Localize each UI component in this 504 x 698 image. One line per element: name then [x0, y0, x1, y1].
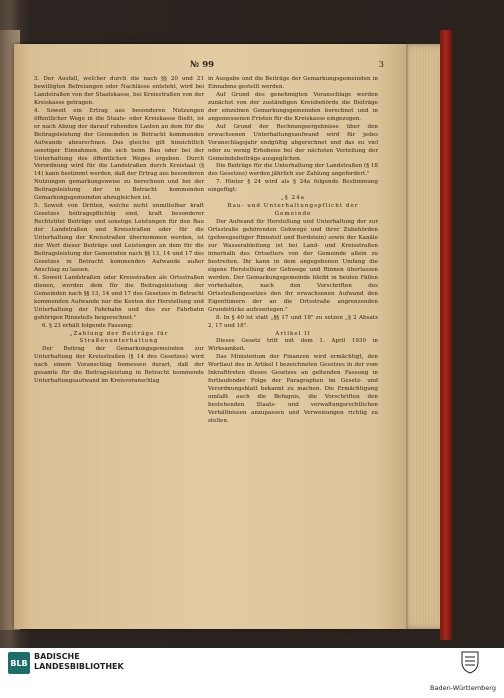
paragraph: Dieses Gesetz tritt mit dem 1. April 1930 in Wirksamkeit.: [208, 338, 378, 353]
paragraph: 6. Soweit Landstraßen oder Kreisstraßen als Ortsstraßen dienen, werden dem für die Beitragsleistung der Gemeinden nach §§ 13, 14 und 17 des Gesetzes in Betracht kommenden Aufwande nur die Kosten der Herstellung und Unterhaltung der Fahrbahn und des zur Fahrbahn gehörigen Rinnsteils beigerechnet.": [34, 274, 204, 321]
library-name-line2: LANDESBIBLIOTHEK: [34, 662, 124, 671]
paragraph: Der Aufwand für Herstellung und Unterhaltung der zur Ortsstraße gehörenden Gehwege und ihrer Zubehörden (gehwegseitiger Rinnsteil und Bordstein) sowie der Kanäle zur Wasserableitung ist bei Land- und Kreisstraßen innerhalb des Ortsetters von der Gemeinde allein zu bestreiten. Ihr kann in dem angegebenen Umfang die eigene Herstellung der Gehwege und Rinnen überlassen werden. Der Gemarkungsgemeinde bleibt in beiden Fällen vorbehalten, nach den Vorschriften des Ortsstraßengesetzes den ihr erwachsenen Aufwand den Eigentümern der an die Ortsstraße angrenzenden Grundstücke aufzuerlegen.": [208, 219, 378, 313]
paragraph: Artikel II: [275, 330, 311, 337]
paragraph: 5. Soweit von Dritten, welche nicht unmittelbar kraft Gesetzes beitragspflichtig sind, kraft besonderer Rechtstitel Beiträge und sonstige Leistungen für den Bau der Landstraßen und Kreisstraßen oder für die Unterhaltung der Kreisstraßen übernommen werden, ist der Wert dieser Beiträge und Leistungen an dem für die Beitragsleistung der Gemeinden nach §§ 13, 14 und 17 des Gesetzes in Betracht kommenden Aufwande außer Anschlag zu lassen.: [34, 203, 204, 273]
document-page: [14, 44, 406, 629]
page-stack-right: [404, 44, 444, 629]
book-cover-edge: [440, 30, 452, 640]
paragraph: 7. Hinter § 24 wird als § 24a folgende Bestimmung eingefügt:: [208, 179, 378, 194]
paragraph: 8. In § 40 ist statt „§§ 17 und 18" zu setzen „§ 2 Absatz 2, 17 und 18".: [208, 314, 378, 329]
state-name: Baden-Württemberg: [430, 684, 496, 692]
issue-number: № 99: [190, 60, 215, 70]
page-number: 3: [378, 60, 384, 69]
left-column: [34, 76, 204, 386]
coat-of-arms-icon: [460, 650, 480, 674]
paragraph: 3. Der Ausfall, welcher durch die nach §§ 20 und 21 bewilligten Befreiungen oder Nachlässe entsteht, wird bei Landstraßen von der Staatskasse, bei Kreisstraßen von der Kreiskasse getragen.: [34, 76, 204, 106]
blb-logo: BLB: [8, 652, 30, 674]
paragraph: Auf Grund der Rechnungsergebnisse über den erwachsenen Unterhaltungsaufwand wird für jedes Voranschlagsjahr endgültig abgerechnet und das zu viel oder zu wenig Erhobene bei der nächsten Verteilung der Gemeindebeiträge ausgeglichen.: [208, 123, 378, 162]
paragraph: 4. Soweit ein Ertrag aus besonderen Nutzungen öffentlicher Wege in die Staats- oder Kreiskasse fließt, ist er nach Abzug der darauf ruhenden Lasten an dem für die Beitragsleistung der Gemeinden in Betracht kommenden Aufwande abzurechnen. Das gleiche gilt hinsichtlich sonstiger Einnahmen, die sich beim Bau oder bei der Unterhaltung des öffentlichen Weges ergeben. Durch Verordnung wird für die Landstraßen durch Kreistaat (§ 14) kann bestimmt werden, daß der Ertrag aus besonderen Nutzungen gemarkungsweise zu berechnen und bei der Beitragsleistung der in Betracht kommenden Gemarkungsgemeinden abzugleichen ist.: [34, 107, 204, 202]
paragraph: Der Beitrag der Gemarkungsgemeinden zur Unterhaltung der Kreisstraßen (§ 14 des Gesetzes) wird nach einem Voranschlag bemessen derart, daß der gesamte für die Beitragsleistung in Betracht kommende Unterhaltungsaufwand im Kreisvoranschlag: [34, 346, 204, 385]
library-name-line1: BADISCHE: [34, 652, 80, 661]
paragraph: „Zahlung der Beiträge für Straßenunterhaltung: [69, 330, 169, 345]
paragraph: Auf Grund des genehmigten Voranschlags werden zunächst von der zuständigen Kreisbehörde die Beiträge der einzelnen Gemarkungsgemeinden berechnet und in angemessenen Fristen für die Kreiskasse eingezogen.: [208, 91, 378, 122]
right-column: [208, 76, 378, 426]
paragraph: Die Beiträge für die Unterhaltung der Landstraßen (§ 18 des Gesetzes) werden jährlich zur Zahlung angefordert.": [208, 163, 378, 178]
library-name: [34, 652, 124, 672]
paragraph: in Ausgabe und die Beiträge der Gemarkungsgemeinden in Einnahme gestellt werden.: [208, 76, 378, 90]
paragraph: 6. § 23 erhält folgende Fassung:: [42, 322, 133, 329]
paragraph: Bau- und Unterhaltungspflicht der Gemeinde: [227, 203, 359, 218]
paragraph: „§ 24a: [281, 195, 305, 202]
footer-bar: [0, 648, 504, 698]
paragraph: Das Ministerium der Finanzen wird ermächtigt, den Wortlaut des in Artikel I bezeichneten Gesetzes in der vom Inkrafttreten dieses Gesetzes an geltenden Fassung in fortlaufender Folge der Paragraphen im Gesetz- und Verordnungsblatt bekannt zu machen. Die Ermächtigung umfaßt auch die Befugnis, die Vorschriften den bestehenden Staats- und verwaltungsrechtlichen Verhältnissen anzupassen und Verweisungen richtig zu stellen.: [208, 354, 378, 424]
